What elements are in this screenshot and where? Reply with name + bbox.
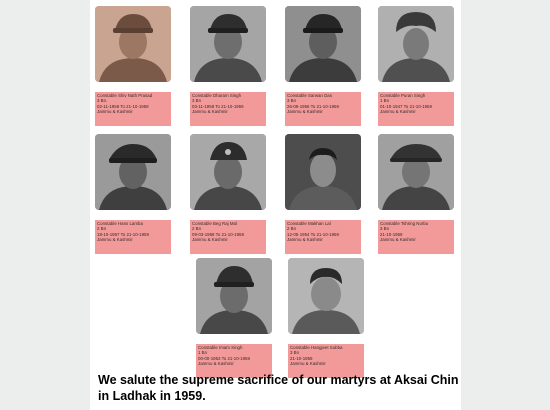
martyr-label: [285, 220, 361, 254]
martyr-unit: 1 Bn: [198, 350, 208, 356]
martyr-portrait-image: [95, 6, 171, 82]
martyr-label: [95, 92, 171, 126]
martyr-unit: 2 Bn: [97, 226, 107, 232]
martyr-unit: 3 Bn: [287, 98, 297, 104]
martyr-label: [285, 92, 361, 126]
martyr-place: Jammu & Kashmir: [97, 109, 133, 115]
martyr-portrait-image: [196, 258, 272, 334]
martyr-portrait: [95, 134, 171, 210]
martyr-portrait: [288, 258, 364, 334]
martyr-portrait: [196, 258, 272, 334]
martyr-place: Jammu & Kashmir: [287, 109, 323, 115]
martyr-portrait: [378, 6, 454, 82]
martyr-name: Constable Hans Lamba: [97, 221, 143, 226]
martyr-portrait-image: [95, 134, 171, 210]
martyr-portrait: [378, 134, 454, 210]
tribute-caption: We salute the supreme sacrifice of our martyrs at Aksai Chin in Ladhak in 1959.: [98, 373, 459, 403]
martyr-portrait-image: [288, 258, 364, 334]
martyr-unit: 2 Bn: [192, 226, 202, 232]
martyr-name: Constable Sarwan Das: [287, 93, 332, 98]
martyr-place: Jammu & Kashmir: [97, 237, 133, 243]
martyr-place: Jammu & Kashmir: [287, 237, 323, 243]
martyr-name: Constable Beg Raj Mal: [192, 221, 237, 226]
martyr-portrait-image: [378, 6, 454, 82]
martyr-dates: 21-10-1959: [290, 355, 313, 361]
martyr-portrait: [285, 134, 361, 210]
martyr-dates: 12-05-1954 To 21-10-1959: [287, 231, 339, 237]
martyr-label: [190, 92, 266, 126]
martyr-dates: 00-00-1953 To 21-10-1959: [198, 355, 250, 361]
martyr-portrait-image: [378, 134, 454, 210]
martyr-place: Jammu & Kashmir: [380, 109, 416, 115]
martyr-portrait-image: [190, 134, 266, 210]
martyr-name: Constable Tshring Norbu: [380, 221, 429, 226]
memorial-sheet: [90, 0, 461, 410]
martyr-place: Jammu & Kashmir: [198, 361, 234, 367]
martyr-dates: 21-10-1959: [380, 231, 403, 237]
martyr-place: Jammu & Kashmir: [192, 109, 228, 115]
martyr-unit: 3 Bn: [380, 226, 390, 232]
martyr-place: Jammu & Kashmir: [290, 361, 326, 367]
martyr-portrait: [95, 6, 171, 82]
martyr-place: Jammu & Kashmir: [192, 237, 228, 243]
martyr-label: [95, 220, 171, 254]
martyr-portrait: [285, 6, 361, 82]
martyr-name: Constable Dharam Singh: [192, 93, 242, 98]
martyr-dates: 26-09-1956 To 21-10-1959: [287, 103, 339, 109]
martyr-dates: 01-10-1947 To 21-10-1959: [380, 103, 432, 109]
martyr-dates: 02-11-1958 To 21-10-1959: [97, 103, 149, 109]
martyr-name: Constable Shiv Nath Prasad: [97, 93, 153, 98]
martyr-name: Constable Imam Singh: [198, 345, 243, 350]
martyr-dates: 03-11-1958 To 21-10-1959: [192, 103, 244, 109]
martyr-portrait: [190, 134, 266, 210]
martyr-portrait-image: [285, 6, 361, 82]
martyr-label: [378, 220, 454, 254]
martyr-unit: 3 Bn: [290, 350, 300, 356]
martyr-name: Constable Hangjeet Subba: [290, 345, 343, 350]
martyr-unit: 1 Bn: [380, 98, 390, 104]
martyr-portrait-image: [285, 134, 361, 210]
martyr-unit: 3 Bn: [192, 98, 202, 104]
martyr-portrait: [190, 6, 266, 82]
martyr-label: [378, 92, 454, 126]
martyr-name: Constable Makhan Lal: [287, 221, 331, 226]
martyr-name: Constable Puran Singh: [380, 93, 426, 98]
martyr-dates: 18-10-1957 To 21-10-1959: [97, 231, 149, 237]
martyr-unit: 3 Bn.: [97, 98, 108, 104]
martyr-dates: 09-03-1958 To 21-10-1959: [192, 231, 244, 237]
martyr-place: Jammu & Kashmir: [380, 237, 416, 243]
martyr-unit: 2 Bn: [287, 226, 297, 232]
martyr-portrait-image: [190, 6, 266, 82]
martyr-label: [190, 220, 266, 254]
